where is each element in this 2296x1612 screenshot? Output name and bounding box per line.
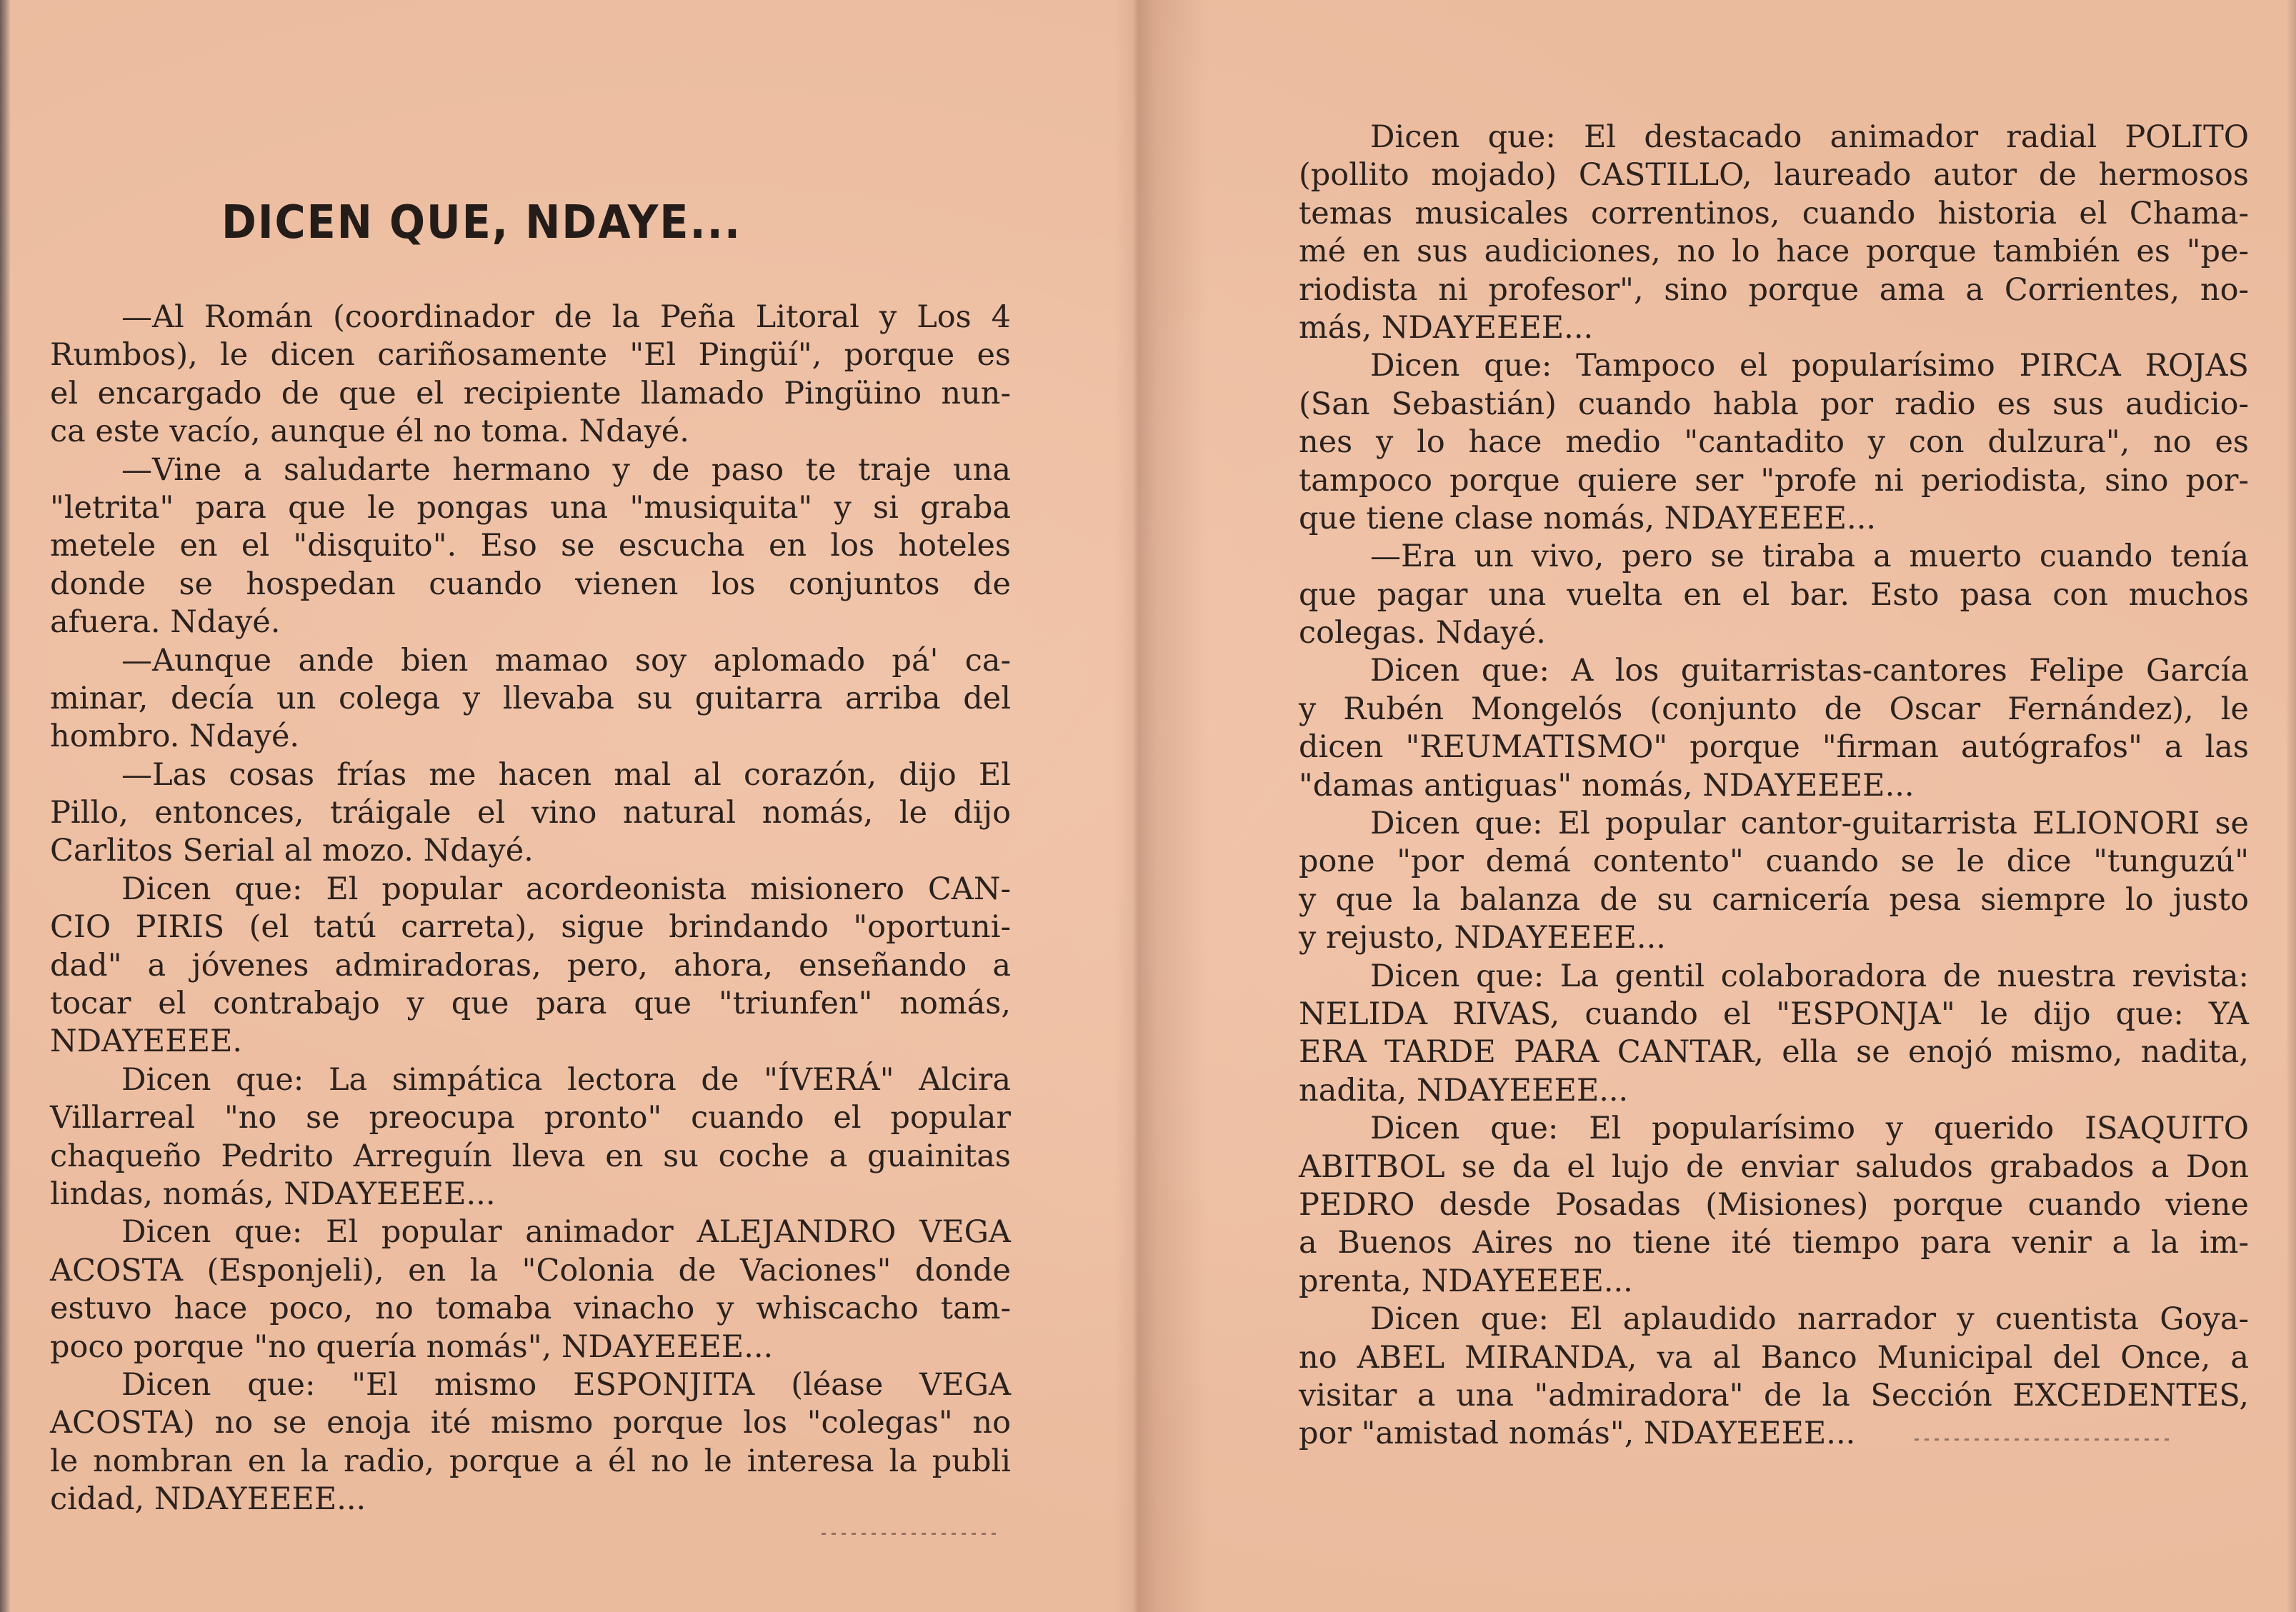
text-line: más, NDAYEEEE...	[1299, 309, 1594, 346]
text-line: ERA TARDE PARA CANTAR, ella se enojó mismo, nadita,	[1299, 1034, 2249, 1071]
text-line: hombro. Ndayé.	[50, 719, 300, 755]
text-line: visitar a una "admiradora" de la Sección EXCEDENTES,	[1299, 1377, 2249, 1413]
text-line: PEDRO desde Posadas (Misiones) porque cuando viene	[1299, 1186, 2249, 1223]
text-line: Dicen que: El popular acordeonista misionero CAN-	[121, 871, 1011, 907]
left-page	[0, 0, 1136, 1612]
text-line: mé en sus audiciones, no lo hace porque también es "pe-	[1299, 234, 2249, 270]
text-line: poco porque "no quería nomás", NDAYEEEE...	[50, 1328, 774, 1365]
text-line: afuera. Ndayé.	[50, 604, 281, 641]
right-page	[1143, 0, 2296, 1612]
text-line: metele en el "disquito". Eso se escucha en los hoteles	[50, 528, 1011, 564]
text-line: temas musicales correntinos, cuando historia el Chama-	[1299, 195, 2249, 231]
text-line: y que la balanza de su carnicería pesa siempre lo justo	[1299, 881, 2249, 918]
text-line: Dicen que: El popular cantor-guitarrista ELIONORI se	[1370, 806, 2249, 842]
text-line: (San Sebastián) cuando habla por radio es sus audicio-	[1299, 386, 2249, 422]
text-line: NDAYEEEE.	[50, 1023, 243, 1060]
footer-rule-right	[1915, 1438, 2172, 1441]
text-line: Dicen que: A los guitarristas-cantores Felipe García	[1370, 653, 2249, 689]
paragraph	[50, 756, 1011, 871]
text-line: —Al Román (coordinador de la Peña Litoral y Los 4	[121, 299, 1011, 335]
text-line: tocar el contrabajo y que para que "triunfen" nomás,	[50, 986, 1011, 1022]
paragraph	[1299, 958, 2249, 1111]
paragraph	[50, 1061, 1011, 1214]
paragraph	[1299, 347, 2249, 538]
text-line: que tiene clase nomás, NDAYEEEE...	[1299, 500, 1877, 536]
text-line: Dicen que: El popular animador ALEJANDRO VEGA	[121, 1214, 1011, 1251]
text-line: cidad, NDAYEEEE...	[50, 1481, 366, 1518]
text-line: minar, decía un colega y llevaba su guitarra arriba del	[50, 680, 1011, 716]
text-line: Dicen que: La simpática lectora de "ÍVERÁ" Alcira	[121, 1061, 1011, 1098]
text-line: Villarreal "no se preocupa pronto" cuando el popular	[50, 1100, 1011, 1136]
paragraph	[1299, 1301, 2249, 1453]
paragraph	[1299, 538, 2249, 652]
paragraph	[1299, 805, 2249, 958]
text-line: y rejusto, NDAYEEEE...	[1299, 920, 1666, 956]
text-line: estuvo hace poco, no tomaba vinacho y whiscacho tam-	[50, 1291, 1011, 1327]
text-line: a Buenos Aires no tiene ité tiempo para venir a la im-	[1299, 1225, 2249, 1261]
text-line: Dicen que: El destacado animador radial POLITO	[1370, 119, 2249, 155]
paragraph	[50, 1213, 1011, 1366]
paragraph	[50, 642, 1011, 756]
text-line: riodista ni profesor", sino porque ama a Corrientes, no-	[1299, 271, 2249, 308]
text-line: le nombran en la radio, porque a él no le interesa la publi	[50, 1443, 1011, 1479]
text-line: dicen "REUMATISMO" porque "firman autógrafos" a las	[1299, 729, 2249, 766]
right-column	[1299, 119, 2249, 1453]
text-line: lindas, nomás, NDAYEEEE...	[50, 1176, 496, 1212]
paragraph	[50, 1366, 1011, 1519]
paragraph	[1299, 1110, 2249, 1301]
text-line: colegas. Ndayé.	[1299, 615, 1546, 651]
text-line: nadita, NDAYEEEE...	[1299, 1072, 1629, 1108]
footer-rule-left	[822, 1533, 1000, 1535]
paragraph	[1299, 119, 2249, 347]
text-line: Dicen que: Tampoco el popularísimo PIRCA ROJAS	[1370, 348, 2249, 384]
text-line: CIO PIRIS (el tatú carreta), sigue brindando "oportuni-	[50, 909, 1011, 946]
text-line: el encargado de que el recipiente llamado Pingüino nun-	[50, 375, 1011, 411]
text-line: que pagar una vuelta en el bar. Esto pasa con muchos	[1299, 576, 2249, 613]
text-line: Dicen que: El aplaudido narrador y cuentista Goya-	[1370, 1301, 2249, 1338]
text-line: no ABEL MIRANDA, va al Banco Municipal del Once, a	[1299, 1339, 2249, 1376]
text-line: Dicen que: El popularísimo y querido ISAQUITO	[1370, 1111, 2249, 1147]
article-title: DICEN QUE, NDAYE...	[221, 196, 742, 249]
text-line: tampoco porque quiere ser "profe ni periodista, sino por-	[1299, 462, 2249, 499]
text-line: —Las cosas frías me hacen mal al corazón, dijo El	[121, 756, 1011, 793]
paragraph	[1299, 652, 2249, 805]
text-line: nes y lo hace medio "cantadito y con dulzura", no es	[1299, 424, 2249, 461]
text-line: NELIDA RIVAS, cuando el "ESPONJA" le dijo que: YA	[1299, 996, 2249, 1032]
paragraph	[50, 299, 1011, 451]
text-line: "letrita" para que le pongas una "musiquita" y si graba	[50, 489, 1011, 526]
text-line: ca este vacío, aunque él no toma. Ndayé.	[50, 414, 689, 450]
text-line: prenta, NDAYEEEE...	[1299, 1263, 1633, 1299]
text-line: Dicen que: La gentil colaboradora de nuestra revista:	[1370, 958, 2249, 994]
text-line: pone "por demá contento" cuando se le dice "tunguzú"	[1299, 843, 2249, 880]
text-line: chaqueño Pedrito Arreguín lleva en su coche a guainitas	[50, 1138, 1011, 1174]
text-line: —Era un vivo, pero se tiraba a muerto cuando tenía	[1370, 539, 2249, 575]
text-line: ABITBOL se da el lujo de enviar saludos grabados a Don	[1299, 1148, 2249, 1185]
text-line: (pollito mojado) CASTILLO, laureado autor de hermosos	[1299, 157, 2249, 194]
paragraph	[50, 451, 1011, 642]
text-line: —Vine a saludarte hermano y de paso te traje una	[121, 451, 1011, 488]
text-line: "damas antiguas" nomás, NDAYEEEE...	[1299, 767, 1915, 804]
paragraph	[50, 871, 1011, 1061]
left-column	[50, 299, 1011, 1519]
text-line: dad" a jóvenes admiradoras, pero, ahora, enseñando a	[50, 947, 1011, 983]
text-line: ACOSTA) no se enoja ité mismo porque los "colegas" no	[50, 1405, 1011, 1441]
text-line: donde se hospedan cuando vienen los conjuntos de	[50, 566, 1011, 602]
text-line: por "amistad nomás", NDAYEEEE...	[1299, 1416, 1856, 1452]
text-line: Rumbos), le dicen cariñosamente "El Pingüí", porque es	[50, 337, 1011, 374]
text-line: —Aunque ande bien mamao soy aplomado pá' ca-	[121, 642, 1011, 679]
text-line: ACOSTA (Esponjeli), en la "Colonia de Vaciones" donde	[50, 1252, 1011, 1288]
text-line: Dicen que: "El mismo ESPONJITA (léase VEGA	[121, 1366, 1011, 1403]
text-line: Carlitos Serial al mozo. Ndayé.	[50, 833, 534, 869]
text-line: y Rubén Mongelós (conjunto de Oscar Fernández), le	[1299, 691, 2249, 727]
text-line: Pillo, entonces, tráigale el vino natural nomás, le dijo	[50, 795, 1011, 831]
